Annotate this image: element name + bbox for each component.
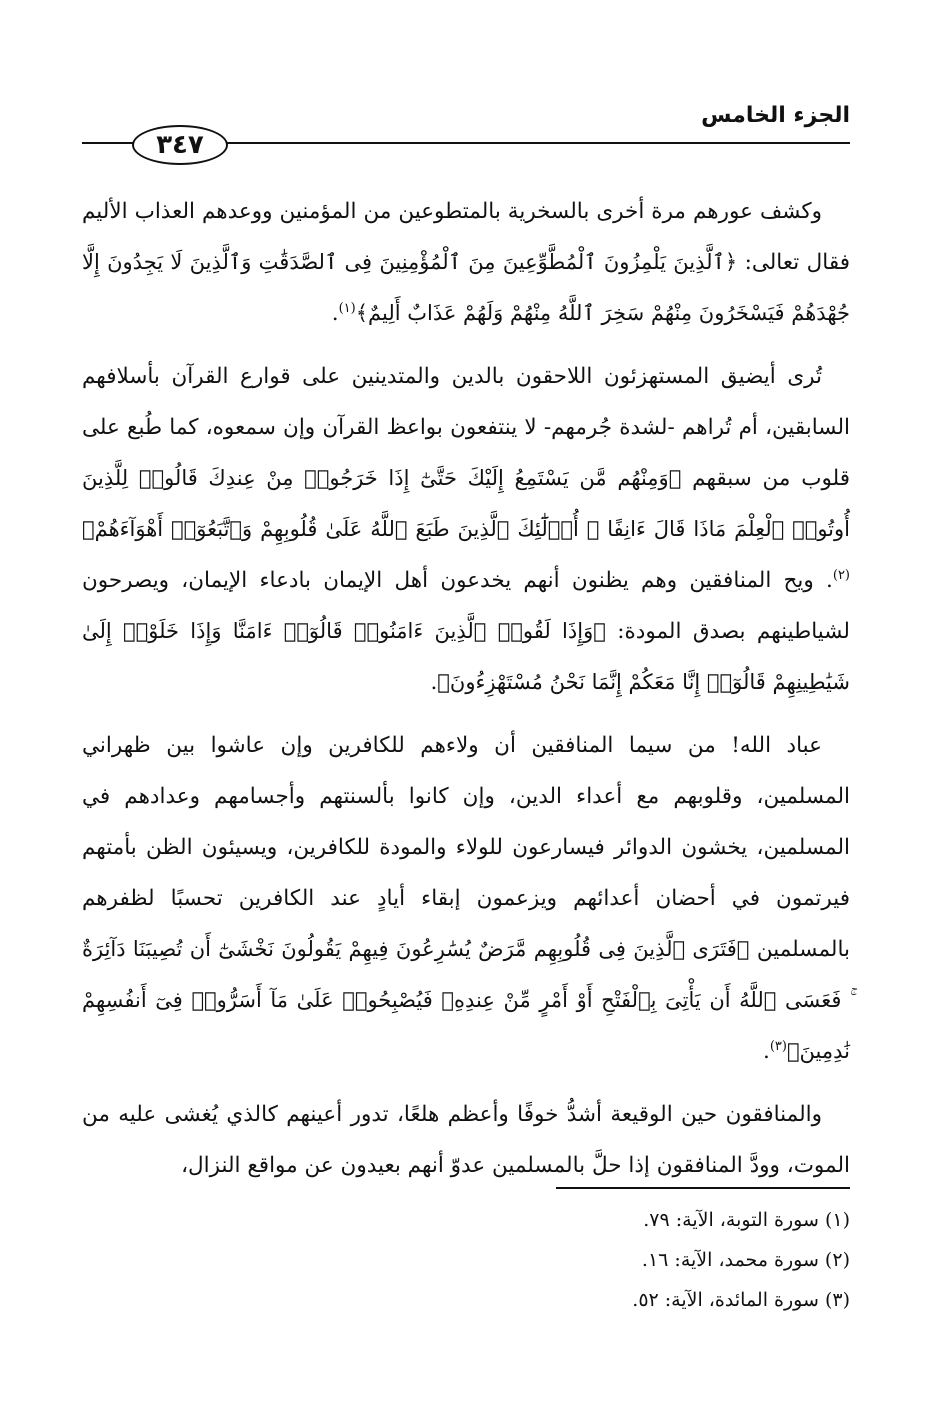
paragraph-text: والمنافقون حين الوقيعة أشدُّ خوفًا وأعظم هلعًا، تدور أعينهم كالذي يُغشى عليه من الموت، وودَّ المنافقون إذا حلَّ بالمسلمين عدوّ أنهم بعيدون عن مواقع النزال،	[82, 1102, 850, 1178]
footnote-3: (٣) سورة المائدة، الآية: ٥٢.	[632, 1289, 850, 1311]
body-text	[82, 186, 850, 1203]
quran-verse: ﴿فَتَرَى ٱلَّذِينَ فِى قُلُوبِهِم مَّرَضٌ يُسَٰرِعُونَ فِيهِمْ يَقُولُونَ نَخْشَىٰٓ أَن تُصِيبَنَا دَآئِرَةٌ ۚ فَعَسَى ٱللَّهُ أَن يَأْتِىَ بِٱلْفَتْحِ أَوْ أَمْرٍ مِّنْ عِندِهِۦ فَيُصْبِحُوا۟ عَلَىٰ مَآ أَسَرُّوا۟ فِىٓ أَنفُسِهِمْ نَٰدِمِينَ﴾	[82, 937, 850, 1063]
paragraph-2	[82, 351, 850, 708]
quran-verse: ﴿وَإِذَا لَقُوا۟ ٱلَّذِينَ ءَامَنُوا۟ قَالُوٓا۟ ءَامَنَّا وَإِذَا خَلَوْا۟ إِلَىٰ شَيَٰطِينِهِمْ قَالُوٓا۟ إِنَّا مَعَكُمْ إِنَّمَا نَحْنُ مُسْتَهْزِءُونَ﴾	[82, 619, 850, 694]
running-title: الجزء الخامس	[701, 103, 850, 128]
footnote-1: (١) سورة التوبة، الآية: ٧٩.	[643, 1209, 850, 1231]
paragraph-text: . ويح المنافقين وهم يظنون أنهم يخدعون أهل الإيمان بادعاء الإيمان، ويصرحون لشياطينهم بصدق المودة:	[82, 568, 850, 644]
quran-verse: ﴿وَمِنْهُم مَّن يَسْتَمِعُ إِلَيْكَ حَتَّىٰٓ إِذَا خَرَجُوا۟ مِنْ عِندِكَ قَالُوا۟ لِلَّذِينَ أُوتُوا۟ ٱلْعِلْمَ مَاذَا قَالَ ءَانِفًا ۚ أُو۟لَٰٓئِكَ ٱلَّذِينَ طَبَعَ ٱللَّهُ عَلَىٰ قُلُوبِهِمْ وَٱتَّبَعُوٓا۟ أَهْوَآءَهُمْ﴾	[82, 466, 851, 541]
paragraph-3	[82, 720, 850, 1077]
footnote-2: (٢) سورة محمد، الآية: ١٦.	[641, 1249, 850, 1271]
paragraph-1	[82, 186, 850, 339]
paragraph-end: .	[430, 670, 438, 695]
paragraph-text: وكشف عورهم مرة أخرى بالسخرية بالمتطوعين من المؤمنين ووعدهم العذاب الأليم فقال تعالى:	[82, 199, 850, 275]
paragraph-end: .	[331, 301, 339, 326]
paragraph-4	[82, 1089, 850, 1191]
paragraph-text: عباد الله! من سيما المنافقين أن ولاءهم للكافرين وإن عاشوا بين ظهراني المسلمين، وقلوبهم مع أعداء الدين، وإن كانوا بألسنتهم وأجسامهم وعدادهم في المسلمين، يخشون الدوائر فيسارعون للولاء والمودة للكافرين، ويسيئون الظن بأمتهم فيرتمون في أحضان أعدائهم ويزعمون إبقاء أيادٍ عند الكافرين تحسبًا لظفرهم بالمسلمين	[82, 733, 850, 962]
page-number: ٣٤٧	[132, 125, 228, 165]
footnote-rule	[556, 1187, 850, 1189]
footnotes	[632, 1200, 850, 1320]
footnote-reference: (٢)	[832, 567, 850, 583]
footnote-reference: (٣)	[769, 1038, 787, 1054]
footnote-reference: (١)	[338, 300, 356, 316]
paragraph-end: .	[762, 1039, 770, 1064]
quran-verse: ﴿ٱلَّذِينَ يَلْمِزُونَ ٱلْمُطَّوِّعِينَ مِنَ ٱلْمُؤْمِنِينَ فِى ٱلصَّدَقَٰتِ وَٱلَّذِينَ لَا يَجِدُونَ إِلَّا جُهْدَهُمْ فَيَسْخَرُونَ مِنْهُمْ سَخِرَ ٱللَّهُ مِنْهُمْ وَلَهُمْ عَذَابٌ أَلِيمٌ﴾	[82, 250, 850, 325]
paragraph-text: تُرى أيضيق المستهزئون اللاحقون بالدين والمتدينين على قوارع القرآن بأسلافهم السابقين، أم تُراهم -لشدة جُرمهم- لا ينتفعون بواعظ القرآن وإن سمعوه، كما طُبع على قلوب من سبقهم	[82, 364, 850, 491]
